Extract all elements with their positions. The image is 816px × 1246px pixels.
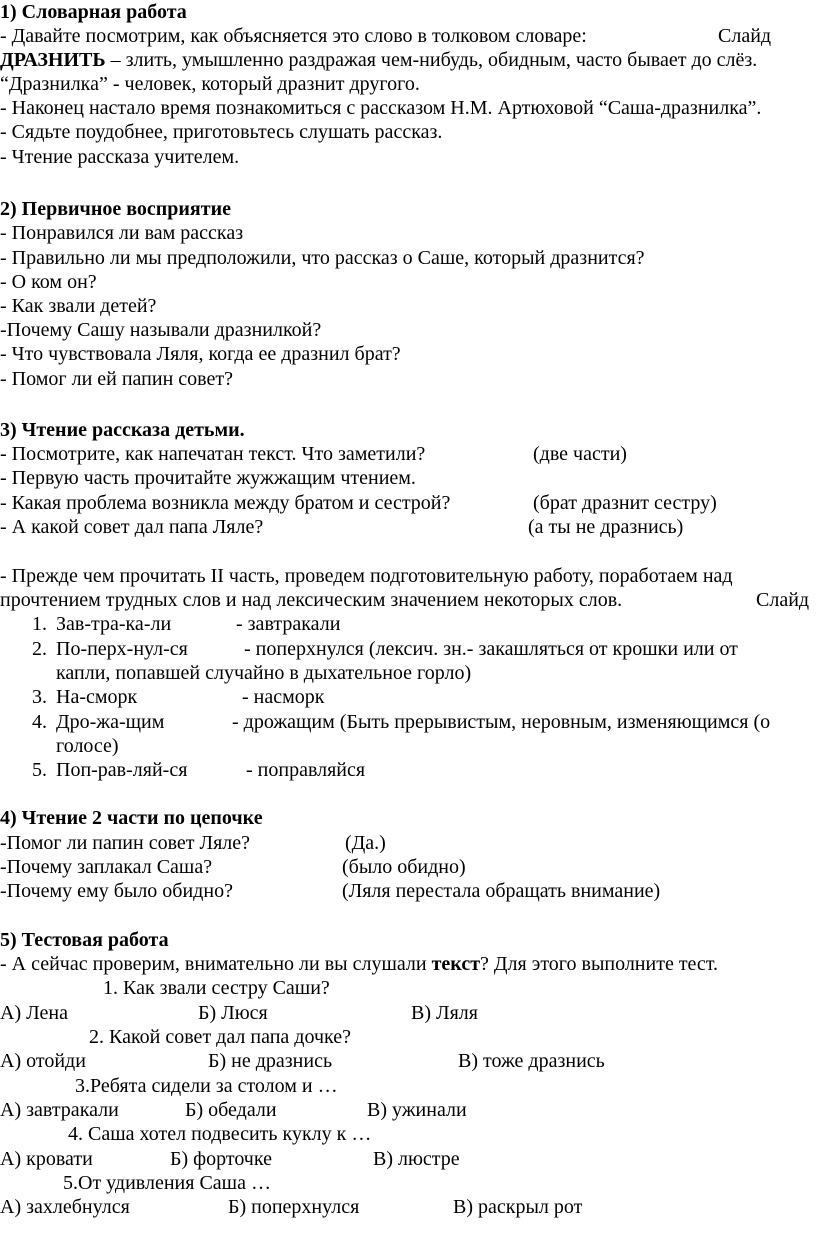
word-meaning: - насморк	[242, 686, 325, 708]
section-3-heading: 3) Чтение рассказа детьми.	[0, 419, 245, 441]
s3-answer-4: (а ты не дразнись)	[528, 516, 684, 538]
word-num: 1.	[32, 613, 47, 635]
section-1-heading: 1) Словарная работа	[0, 1, 187, 23]
word-num: 3.	[32, 686, 47, 708]
test-option-a: А) Лена	[0, 1002, 68, 1024]
s3-answer-1: (две части)	[533, 443, 627, 465]
test-option-b: Б) не дразнись	[208, 1050, 333, 1072]
word-num: 2.	[32, 638, 47, 660]
s2-question-7: - Помог ли ей папин совет?	[0, 368, 233, 390]
test-option-c: В) ужинали	[367, 1099, 467, 1121]
test-question: 5.От удивления Саша …	[63, 1172, 271, 1194]
s1-line-3: “Дразнилка” - человек, который дразнит другого.	[0, 73, 420, 95]
test-option-a: А) кровати	[0, 1148, 93, 1170]
test-question: 4. Саша хотел подвесить куклу к …	[68, 1123, 372, 1145]
test-option-b: Б) Люся	[198, 1002, 268, 1024]
s2-question-4: - Как звали детей?	[0, 295, 157, 317]
s1-definition	[0, 48, 757, 72]
s4-answer-3: (Ляля перестала обращать внимание)	[342, 880, 661, 902]
s4-question-2: -Почему заплакал Саша?	[0, 856, 213, 878]
s1-line-6: - Чтение рассказа учителем.	[0, 146, 240, 168]
s4-question-3: -Почему ему было обидно?	[0, 880, 233, 902]
s2-question-5: -Почему Сашу называли дразнилкой?	[0, 319, 322, 341]
test-option-a: А) захлебнулся	[0, 1196, 130, 1218]
test-option-c: В) люстре	[373, 1148, 460, 1170]
test-option-a: А) завтракали	[0, 1099, 119, 1121]
test-option-b: Б) обедали	[185, 1099, 277, 1121]
term-definition: – злить, умышленно раздражая чем-нибудь, обидным, часто бывает до слёз.	[105, 49, 758, 71]
test-option-c: В) Ляля	[411, 1002, 478, 1024]
test-question: 2. Какой совет дал папа дочке?	[89, 1026, 351, 1048]
s3-question-2: - Первую часть прочитайте жужжащим чтением.	[0, 467, 416, 489]
word-meaning-cont: капли, попавшей случайно в дыхательное горло)	[56, 662, 472, 684]
section-2-heading: 2) Первичное восприятие	[0, 198, 231, 220]
test-question: 3.Ребята сидели за столом и …	[75, 1075, 338, 1097]
word-meaning: - дрожащим (Быть прерывистым, неровным, изменяющимся (о	[232, 711, 771, 733]
s5-intro-bold: текст	[431, 953, 481, 975]
s3-question-1: - Посмотрите, как напечатан текст. Что заметили?	[0, 443, 426, 465]
s3-intro-line-2: прочтением трудных слов и над лексическим значением некоторых слов.	[0, 589, 623, 611]
word-num: 5.	[32, 759, 47, 781]
s3-intro-line-1: - Прежде чем прочитать II часть, проведем подготовительную работу, поработаем над	[0, 565, 733, 587]
s2-question-2: - Правильно ли мы предположили, что рассказ о Саше, который дразнится?	[0, 247, 645, 269]
word-syllables: Дро-жа-щим	[56, 711, 165, 733]
word-syllables: По-перх-нул-ся	[56, 638, 188, 660]
word-syllables: Поп-рав-ляй-ся	[56, 759, 188, 781]
s5-intro-b: ? Для этого выполните тест.	[480, 953, 719, 975]
test-option-c: В) раскрыл рот	[453, 1196, 583, 1218]
s3-question-4: - А какой совет дал папа Ляле?	[0, 516, 264, 538]
word-meaning: - завтракали	[236, 613, 341, 635]
section-5-heading: 5) Тестовая работа	[0, 929, 169, 951]
s4-answer-1: (Да.)	[345, 832, 386, 854]
word-num: 4.	[32, 711, 47, 733]
s1-line-4: - Наконец настало время познакомиться с рассказом Н.М. Артюховой “Саша-дразнилка”.	[0, 97, 762, 119]
word-syllables: Зав-тра-ка-ли	[56, 613, 172, 635]
s3-question-3: - Какая проблема возникла между братом и сестрой?	[0, 492, 451, 514]
word-meaning: - поправляйся	[246, 759, 366, 781]
s5-intro-a: - А сейчас проверим, внимательно ли вы слушали	[0, 953, 432, 975]
term-word: ДРАЗНИТЬ	[0, 49, 106, 71]
test-option-a: А) отойди	[0, 1050, 86, 1072]
s4-question-1: -Помог ли папин совет Ляле?	[0, 832, 251, 854]
test-question: 1. Как звали сестру Саши?	[103, 977, 330, 999]
word-meaning-cont: голосе)	[56, 735, 119, 757]
slide-note-2: Слайд	[756, 589, 810, 611]
s1-line-1: - Давайте посмотрим, как объясняется это слово в толковом словаре:	[0, 25, 587, 47]
test-option-b: Б) поперхнулся	[228, 1196, 360, 1218]
test-option-c: В) тоже дразнись	[458, 1050, 605, 1072]
s1-line-5: - Сядьте поудобнее, приготовьтесь слушать рассказ.	[0, 121, 443, 143]
s2-question-6: - Что чувствовала Ляля, когда ее дразнил брат?	[0, 343, 401, 365]
s4-answer-2: (было обидно)	[342, 856, 466, 878]
slide-note-1: Слайд	[718, 25, 772, 47]
s3-answer-3: (брат дразнит сестру)	[533, 492, 717, 514]
test-option-b: Б) форточке	[170, 1148, 272, 1170]
s2-question-3: - О ком он?	[0, 271, 97, 293]
s2-question-1: - Понравился ли вам рассказ	[0, 222, 244, 244]
word-syllables: На-сморк	[56, 686, 138, 708]
word-meaning: - поперхнулся (лексич. зн.- закашляться от крошки или от	[244, 638, 738, 660]
s5-intro	[0, 952, 718, 976]
section-4-heading: 4) Чтение 2 части по цепочке	[0, 807, 263, 829]
